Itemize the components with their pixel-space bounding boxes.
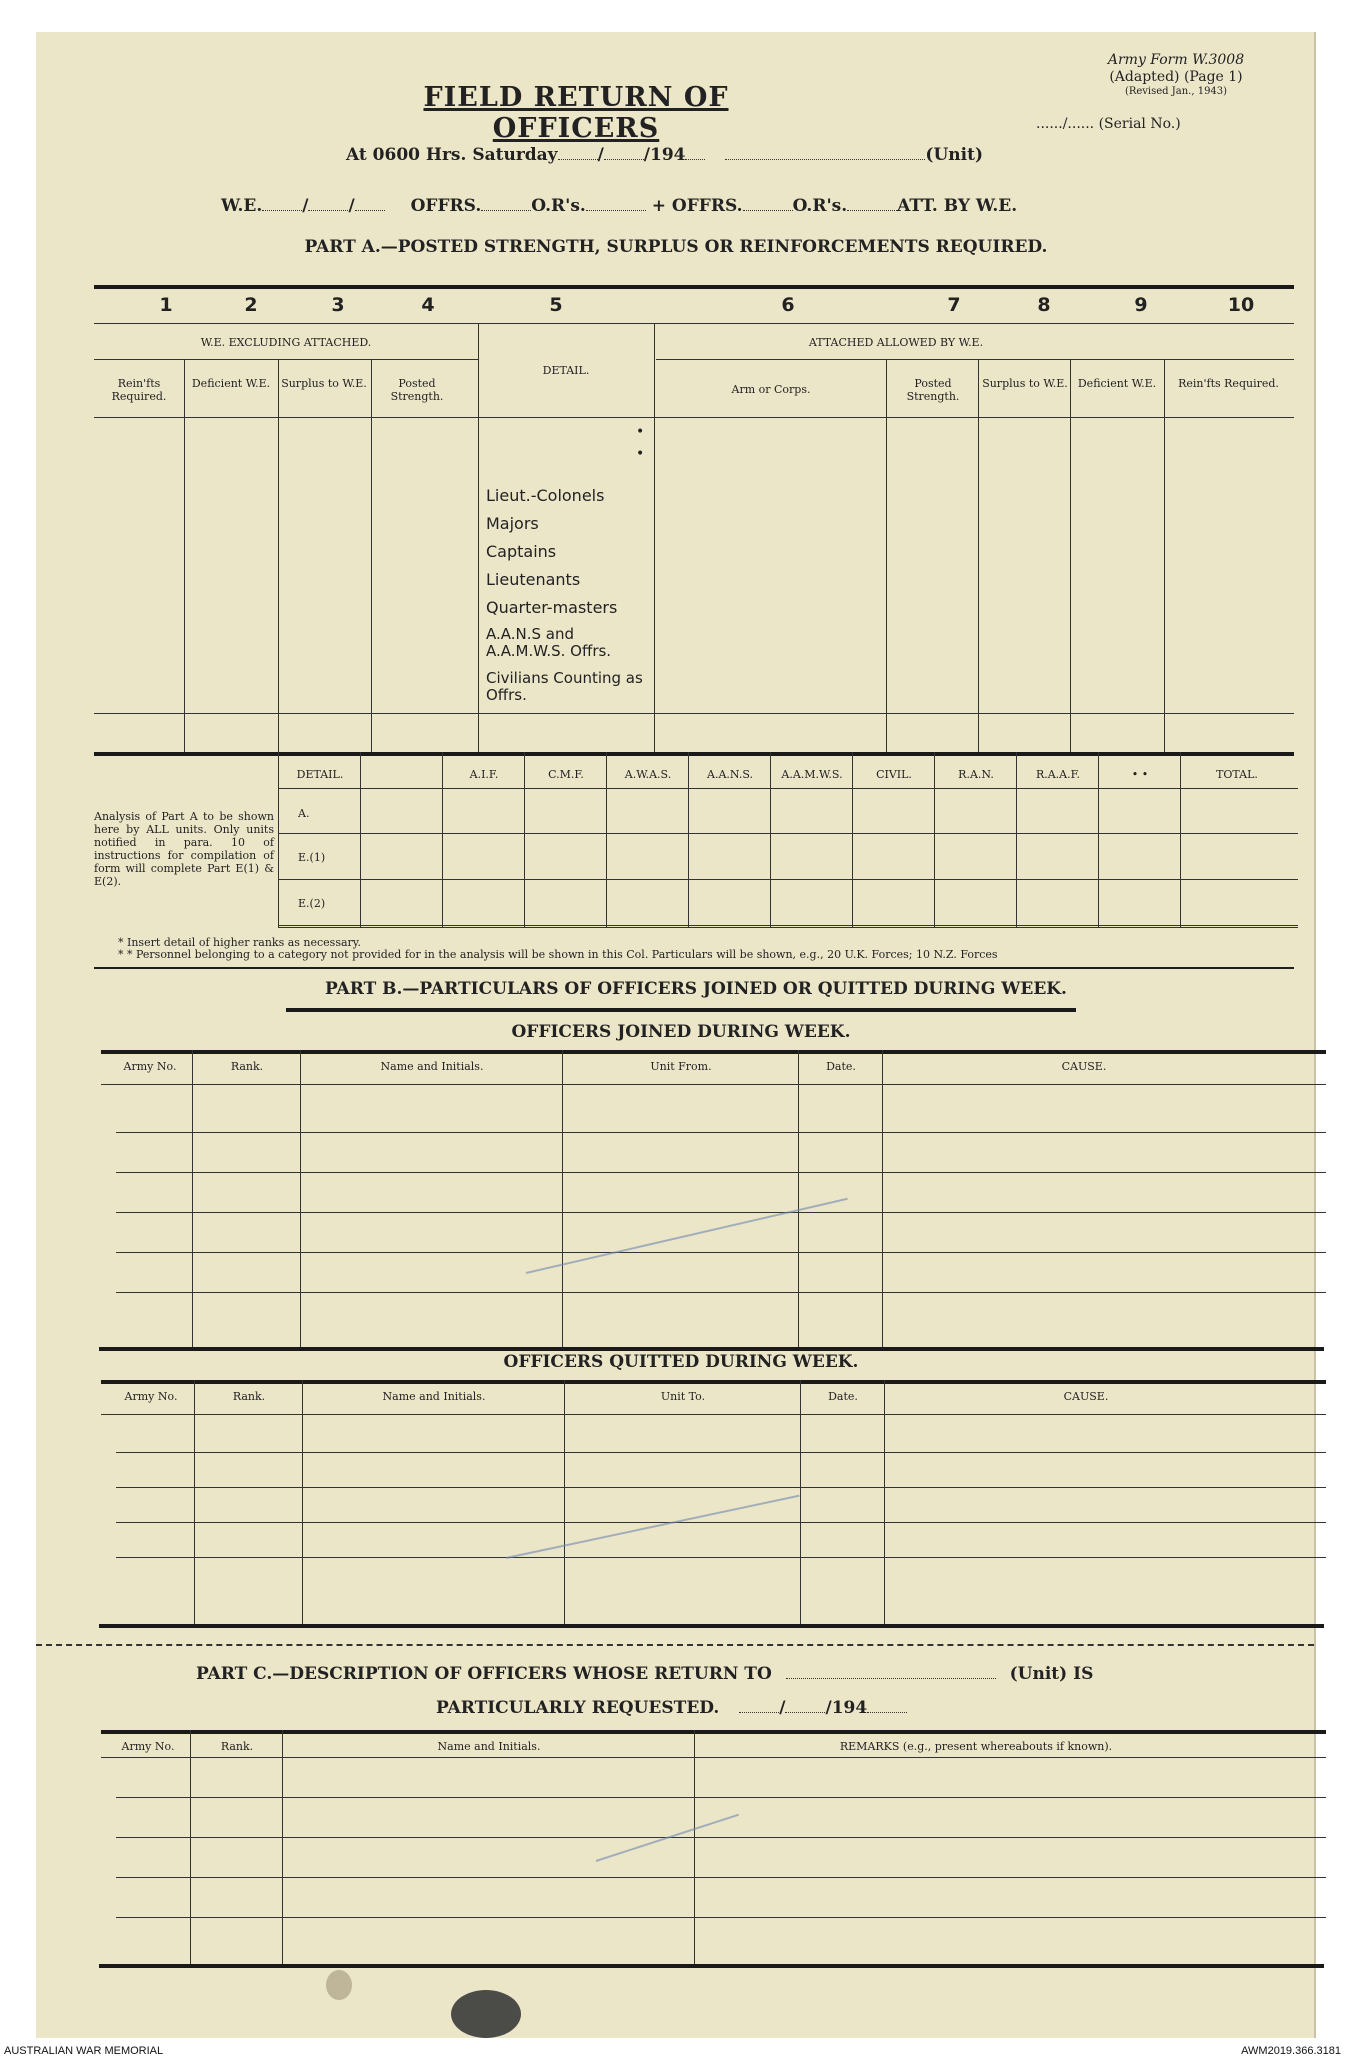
footer-right: AWM2019.366.3181 (1241, 2045, 1341, 2057)
col-divider (360, 752, 361, 927)
joined-header: Army No. (123, 1060, 177, 1073)
col-number: 10 (1227, 294, 1255, 316)
joined-row-rule (116, 1212, 1326, 1213)
col-divider (978, 359, 979, 752)
higher-rank-bullet: • (636, 424, 645, 440)
part-c-heading-text: PART C.—DESCRIPTION OF OFFICERS WHOSE RETURN TO (196, 1664, 772, 1684)
part-a-number-rule (94, 323, 1294, 324)
subheader-rule (94, 417, 1294, 418)
rank-quartermasters: Quarter-masters (486, 598, 618, 617)
ors-label: O.R's. (531, 196, 586, 216)
att-label: ATT. BY W.E. (897, 196, 1018, 216)
analysis-header-total: TOTAL. (1216, 768, 1258, 781)
header-reinforcements: Rein'fts Required. (111, 377, 167, 403)
col-divider (798, 1050, 799, 1347)
part-c-row-rule (116, 1837, 1326, 1838)
form-title: FIELD RETURN OF OFFICERS (423, 82, 729, 144)
col-divider (524, 752, 525, 927)
analysis-header: DETAIL. (296, 768, 344, 781)
col-divider (886, 359, 887, 752)
col-number: 4 (421, 294, 435, 316)
part-c-row-rule (116, 1917, 1326, 1918)
analysis-header: A.A.N.S. (707, 768, 753, 781)
quitted-header: Rank. (232, 1390, 266, 1403)
analysis-header: C.M.F. (548, 768, 584, 781)
header-deficient: Deficient W.E. (191, 377, 271, 390)
rank-civilians: Civilians Counting as Offrs. (486, 669, 643, 704)
rank-majors: Majors (486, 514, 539, 533)
part-c-header: Army No. (121, 1740, 175, 1753)
analysis-header: R.A.A.F. (1035, 768, 1081, 781)
rank-captains: Captains (486, 542, 557, 561)
higher-rank-bullet: • (636, 446, 645, 462)
part-c-bottom-rule (99, 1964, 1324, 1968)
form-sheet (36, 32, 1316, 2038)
col-number: 2 (244, 294, 258, 316)
analysis-header: A.W.A.S. (624, 768, 672, 781)
col-divider (688, 752, 689, 927)
col-divider (882, 1050, 883, 1347)
part-b-heading: PART B.—PARTICULARS OF OFFICERS JOINED OR QUITTED DURING WEEK. (325, 979, 1067, 999)
part-c-row-rule (116, 1877, 1326, 1878)
joined-header: Unit From. (650, 1060, 712, 1073)
serial-number: ....../...... (Serial No.) (1036, 116, 1181, 132)
analysis-row-label: E.(1) (298, 851, 326, 864)
quitted-row-rule (116, 1557, 1326, 1558)
joined-row-rule (116, 1172, 1326, 1173)
analysis-row-label: E.(2) (298, 897, 326, 910)
col-divider (300, 1050, 301, 1347)
col-number: 3 (331, 294, 345, 316)
col-divider (184, 359, 185, 752)
analysis-row-label: A. (298, 807, 310, 820)
part-c-heading2: PARTICULARLY REQUESTED. / /194 (436, 1698, 907, 1718)
joined-title: OFFICERS JOINED DURING WEEK. (511, 1022, 851, 1042)
offrs-label: OFFRS. (410, 196, 482, 216)
header-posted-strength-att: Posted Strength. (906, 377, 960, 403)
col-number: 9 (1134, 294, 1148, 316)
joined-bottom-rule (99, 1347, 1324, 1351)
army-form-number: Army Form W.3008 (1107, 52, 1245, 68)
quitted-header: Name and Initials. (382, 1390, 486, 1403)
quitted-top-rule (101, 1380, 1326, 1384)
part-c-row-rule (116, 1797, 1326, 1798)
rank-lieut-colonels: Lieut.-Colonels (486, 486, 605, 505)
pencil-stroke (526, 1198, 848, 1274)
detail-header: DETAIL. (542, 364, 590, 377)
analysis-row-rule (278, 925, 1298, 926)
part-c-header: Rank. (220, 1740, 254, 1753)
adapted-note: (Adapted) (Page 1) (1109, 69, 1243, 85)
part-a-heading: PART A.—POSTED STRENGTH, SURPLUS OR REINFORCEMENTS REQUIRED. (304, 237, 1048, 257)
time-line (346, 145, 983, 165)
analysis-row-rule (278, 927, 1298, 928)
part-b-top-rule (94, 967, 1294, 969)
col-divider (278, 752, 279, 927)
header-arm-corps: Arm or Corps. (731, 383, 811, 396)
col-number: 8 (1037, 294, 1051, 316)
part-b-under-rule (286, 1008, 1076, 1012)
col-divider (1016, 752, 1017, 927)
joined-header: Name and Initials. (380, 1060, 484, 1073)
col-divider (770, 752, 771, 927)
part-c-heading (196, 1664, 1093, 1684)
header-surplus-att: Surplus to W.E. (982, 377, 1068, 390)
col-number: 6 (781, 294, 795, 316)
quitted-row-rule (116, 1452, 1326, 1453)
analysis-header: A.A.M.W.S. (781, 768, 843, 781)
col-divider (190, 1730, 191, 1964)
part-a-bottom-rule (94, 752, 1294, 756)
quitted-bottom-rule (99, 1624, 1324, 1628)
part-a-total-rule (94, 713, 1294, 714)
col-divider (1070, 359, 1071, 752)
unit-label: (Unit) (925, 145, 983, 165)
joined-row-rule (116, 1252, 1326, 1253)
quitted-header: CAUSE. (1063, 1390, 1109, 1403)
footnote-categories: * * Personnel belonging to a category not provided for in the analysis will be shown in this Col. Particulars will be shown, e.g., 20 U.K. Forces; 10 N.Z. Forces (118, 948, 998, 961)
joined-header: CAUSE. (1061, 1060, 1107, 1073)
quitted-header: Army No. (124, 1390, 178, 1403)
tear-line (36, 1644, 1314, 1646)
col-divider (694, 1730, 695, 1964)
col-divider (371, 359, 372, 752)
header-reinforcements-att: Rein'fts Required. (1178, 377, 1279, 390)
we-label: W.E. (221, 196, 263, 216)
analysis-row-rule (278, 879, 1298, 880)
plus-offrs-label: + OFFRS. (651, 196, 743, 216)
col-divider (278, 359, 279, 752)
col-divider (192, 1050, 193, 1347)
part-c-date: /194 (825, 1698, 868, 1718)
revised-note: (Revised Jan., 1943) (1124, 86, 1228, 97)
part-c-requested: PARTICULARLY REQUESTED. (436, 1698, 720, 1718)
col-divider (800, 1380, 801, 1624)
we-line: W.E. / / OFFRS. O.R's. + OFFRS. O.R's. ATT. BY W.E. (221, 196, 1018, 216)
time-label: At 0600 Hrs. Saturday (346, 145, 558, 165)
footnote-higher-ranks: * Insert detail of higher ranks as necessary. (118, 936, 362, 949)
quitted-row-rule (101, 1414, 1326, 1415)
time-sep: / (597, 145, 604, 165)
part-c-unit-label: (Unit) IS (1009, 1664, 1094, 1684)
joined-top-rule (101, 1050, 1326, 1054)
analysis-note: Analysis of Part A to be shown here by ALL units. Only units notified in para. 10 of instructions for compilation of form will complete Part E(1) & E(2). (94, 810, 274, 888)
part-c-row-rule (101, 1757, 1326, 1758)
col-divider (442, 752, 443, 927)
rank-lieutenants: Lieutenants (486, 570, 581, 589)
col-number: 5 (549, 294, 563, 316)
col-divider (934, 752, 935, 927)
analysis-header: CIVIL. (876, 768, 912, 781)
group-left-rule (94, 359, 478, 360)
col-divider (282, 1730, 283, 1964)
col-divider (478, 323, 479, 752)
part-a-top-rule (94, 285, 1294, 289)
col-divider (852, 752, 853, 927)
quitted-row-rule (116, 1522, 1326, 1523)
col-divider (606, 752, 607, 927)
paper-damage (451, 1990, 521, 2038)
col-divider (1164, 359, 1165, 752)
header-posted-strength: Posted Strength. (390, 377, 444, 403)
group-header-right: ATTACHED ALLOWED BY W.E. (808, 336, 984, 349)
joined-header: Rank. (230, 1060, 264, 1073)
analysis-header: R.A.N. (958, 768, 994, 781)
joined-row-rule (101, 1084, 1326, 1085)
header-deficient-att: Deficient W.E. (1077, 377, 1157, 390)
header-surplus: Surplus to W.E. (281, 377, 367, 390)
part-c-header: Name and Initials. (437, 1740, 541, 1753)
analysis-header-rule (278, 788, 1298, 789)
col-divider (562, 1050, 563, 1347)
col-divider (1098, 752, 1099, 927)
paper-stain (326, 1970, 352, 2000)
col-number: 1 (159, 294, 173, 316)
joined-row-rule (116, 1292, 1326, 1293)
col-divider (884, 1380, 885, 1624)
joined-header: Date. (826, 1060, 856, 1073)
quitted-row-rule (116, 1487, 1326, 1488)
pencil-stroke (506, 1495, 800, 1559)
col-divider (564, 1380, 565, 1624)
rank-aans: A.A.N.S and A.A.M.W.S. Offrs. (486, 625, 612, 660)
part-c-top-rule (101, 1730, 1326, 1734)
ors2-label: O.R's. (792, 196, 848, 216)
quitted-header: Unit To. (660, 1390, 706, 1403)
col-number: 7 (947, 294, 961, 316)
col-divider (302, 1380, 303, 1624)
time-year: /194 (643, 145, 686, 165)
group-header-left: W.E. EXCLUDING ATTACHED. (200, 336, 372, 349)
part-c-header: REMARKS (e.g., present whereabouts if known). (839, 1740, 1113, 1753)
quitted-title: OFFICERS QUITTED DURING WEEK. (503, 1352, 859, 1372)
analysis-row-rule (278, 833, 1298, 834)
analysis-header: • • (1131, 768, 1149, 781)
group-right-rule (656, 359, 1294, 360)
analysis-header: A.I.F. (469, 768, 499, 781)
col-divider (194, 1380, 195, 1624)
quitted-header: Date. (828, 1390, 858, 1403)
joined-row-rule (116, 1132, 1326, 1133)
col-divider (1180, 752, 1181, 927)
footer-left: AUSTRALIAN WAR MEMORIAL (4, 2045, 164, 2057)
